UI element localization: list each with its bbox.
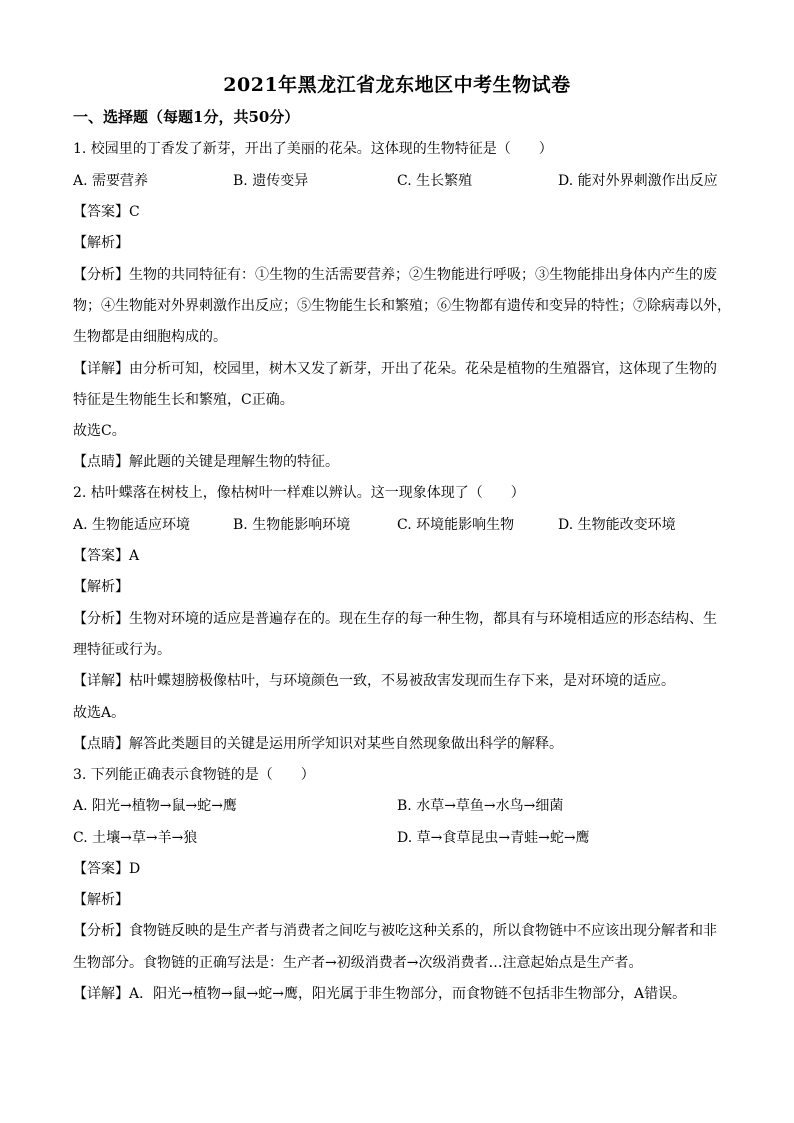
- q2-detail-text: 枯叶蝶翅膀极像枯叶，与环境颜色一致，不易被敌害发现而生存下来，是对环境的适应。: [129, 673, 675, 689]
- fenxi-tag: 【分析】: [73, 611, 129, 627]
- q2-stem: 2. 枯叶蝶落在树枝上，像枯树叶一样难以辨认。这一现象体现了（ ）: [73, 485, 525, 501]
- q1-answer-value: C: [129, 204, 140, 220]
- q2-analysis-line-1: 生物对环境的适应是普遍存在的。现在生存的每一种生物，都具有与环境相适应的形态结构、生: [129, 611, 717, 627]
- q2-answer-value: A: [129, 548, 140, 564]
- q3-answer-value: D: [129, 861, 141, 877]
- q2-option-d: D. 生物能改变环境: [558, 517, 676, 533]
- q3-analysis-line-1: 食物链反映的是生产者与消费者之间吃与被吃这种关系的，所以食物链中不应该出现分解者和非: [129, 923, 717, 939]
- fenxi-tag: 【分析】: [73, 923, 129, 939]
- q1-option-c: C. 生长繁殖: [397, 173, 473, 189]
- fenxi-tag: 【分析】: [73, 267, 129, 283]
- q1-comment-text: 解此题的关键是理解生物的特征。: [129, 454, 339, 470]
- q2-option-a: A. 生物能适应环境: [73, 517, 191, 533]
- q3-analysis-line-2: 生物部分。食物链的正确写法是：生产者→初级消费者→次级消费者…注意起始点是生产者。: [73, 955, 643, 971]
- q1-option-b: B. 遗传变异: [233, 173, 309, 189]
- q3-detail-text: A．阳光→植物→鼠→蛇→鹰，阳光属于非生物部分，而食物链不包括非生物部分，A错误。: [129, 986, 687, 1002]
- q3-answer: [73, 858, 733, 880]
- q1-detail-line-2: 特征是生物能生长和繁殖，C正确。: [73, 392, 294, 408]
- q1-answer: [73, 201, 733, 223]
- page-title: 2021年黑龙江省龙东地区中考生物试卷: [223, 74, 571, 96]
- q2-analysis-line-2: 理特征或行为。: [73, 642, 171, 658]
- q3-analysis-heading: 【解析】: [73, 892, 129, 908]
- q2-analysis: [73, 608, 733, 630]
- q1-choose: 故选C。: [73, 423, 126, 439]
- q2-detail: [73, 670, 733, 692]
- q3-option-c: C. 土壤→草→羊→狼: [73, 830, 198, 846]
- answer-tag: 【答案】: [73, 204, 129, 220]
- q1-comment: [73, 451, 733, 473]
- q1-stem: 1. 校园里的丁香发了新芽，开出了美丽的花朵。这体现的生物特征是（ ）: [73, 141, 553, 157]
- q3-analysis: [73, 920, 733, 942]
- q1-option-d: D. 能对外界刺激作出反应: [558, 173, 718, 189]
- q2-option-b: B. 生物能影响环境: [233, 517, 351, 533]
- q3-option-b: B. 水草→草鱼→水鸟→细菌: [397, 798, 564, 814]
- detail-tag: 【详解】: [73, 986, 129, 1002]
- q1-option-a: A. 需要营养: [73, 173, 149, 189]
- detail-tag: 【详解】: [73, 361, 129, 377]
- comment-tag: 【点睛】: [73, 454, 129, 470]
- q2-comment: [73, 733, 733, 755]
- q2-analysis-heading: 【解析】: [73, 579, 129, 595]
- q2-answer: [73, 545, 733, 567]
- q1-analysis-heading: 【解析】: [73, 235, 129, 251]
- q1-detail-line-1: 由分析可知，校园里，树木又发了新芽，开出了花朵。花朵是植物的生殖器官，这体现了生物的: [129, 361, 717, 377]
- q3-detail: [73, 983, 733, 1005]
- comment-tag: 【点睛】: [73, 736, 129, 752]
- q1-analysis-line-3: 生物都是由细胞构成的。: [73, 329, 227, 345]
- q3-option-d: D. 草→食草昆虫→青蛙→蛇→鹰: [397, 830, 590, 846]
- q3-stem: 3. 下列能正确表示食物链的是（ ）: [73, 767, 315, 783]
- q1-analysis: [73, 264, 733, 286]
- answer-tag: 【答案】: [73, 548, 129, 564]
- q3-option-a: A. 阳光→植物→鼠→蛇→鹰: [73, 798, 237, 814]
- q1-analysis-line-2: 物；④生物能对外界刺激作出反应；⑤生物能生长和繁殖；⑥生物都有遗传和变异的特性；⑦除病毒以外，: [73, 298, 731, 314]
- q2-comment-text: 解答此类题目的关键是运用所学知识对某些自然现象做出科学的解释。: [129, 736, 563, 752]
- detail-tag: 【详解】: [73, 673, 129, 689]
- q1-detail: [73, 358, 733, 380]
- q2-choose: 故选A。: [73, 705, 126, 721]
- q2-option-c: C. 环境能影响生物: [397, 517, 515, 533]
- section-heading: 一、选择题（每题1分，共50分）: [73, 108, 300, 126]
- q1-analysis-line-1: 生物的共同特征有：①生物的生活需要营养；②生物能进行呼吸；③生物能排出身体内产生的废: [129, 267, 717, 283]
- answer-tag: 【答案】: [73, 861, 129, 877]
